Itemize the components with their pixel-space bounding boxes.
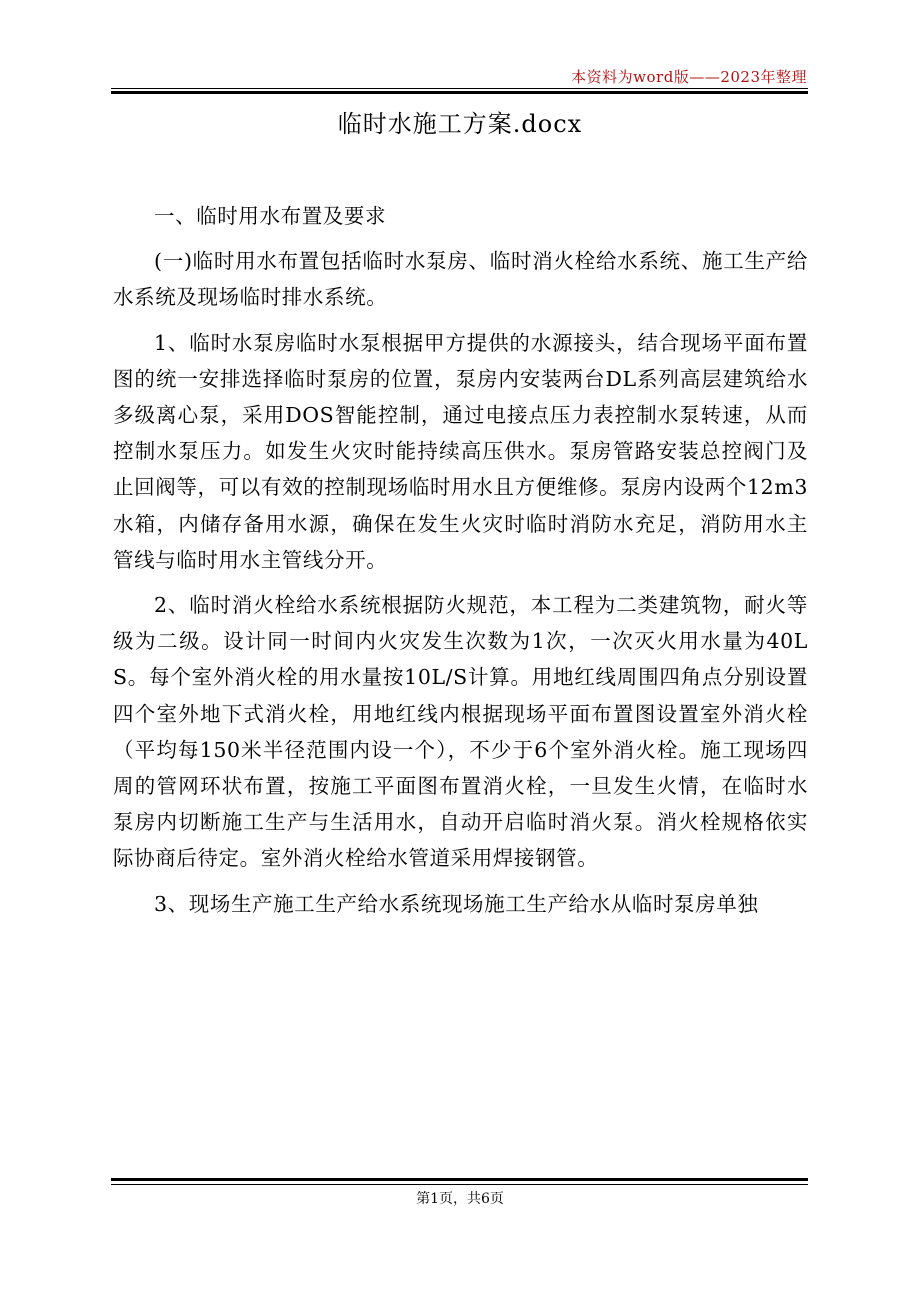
section-heading-1: 一、临时用水布置及要求: [154, 204, 387, 228]
footer-rule-top: [111, 1178, 808, 1181]
document-body: [113, 198, 808, 931]
header-rule-top: [111, 88, 808, 89]
header-note: 本资料为word版——2023年整理: [571, 68, 807, 86]
document-title: 临时水施工方案.docx: [337, 110, 583, 138]
paragraph-production-water-system: 3、现场生产施工生产给水系统现场施工生产给水从临时泵房单独: [154, 891, 759, 916]
header-rule-bottom: [111, 91, 808, 94]
page-number: 第1页，共6页: [416, 1191, 504, 1207]
paragraph-overview: (一)临时用水布置包括临时水泵房、临时消火栓给水系统、施工生产给水系统及现场临时排水系统。: [113, 249, 808, 310]
paragraph-fire-hydrant-system: 2、临时消火栓给水系统根据防火规范，本工程为二类建筑物，耐火等级为二级。设计同一时间内火灾发生次数为1次，一次灭火用水量为40LS。每个室外消火栓的用水量按10L/S计算。用地红线周围四角点分别设置四个室外地下式消火栓，用地红线内根据现场平面布置图设置室外消火栓（平均每150米半径范围内设一个），不少于6个室外消火栓。施工现场四周的管网环状布置，按施工平面图布置消火栓，一旦发生火情，在临时水泵房内切断施工生产与生活用水，自动开启临时消火泵。消火栓规格依实际协商后待定。室外消火栓给水管道采用焊接钢管。: [113, 593, 808, 871]
footer-rule-bottom: [111, 1184, 808, 1185]
paragraph-pump-room: 1、临时水泵房临时水泵根据甲方提供的水源接头，结合现场平面布置图的统一安排选择临时泵房的位置，泵房内安装两台DL系列高层建筑给水多级离心泵，采用DOS智能控制，通过电接点压力表控制水泵转速，从而控制水泵压力。如发生火灾时能持续高压供水。泵房管路安装总控阀门及止回阀等，可以有效的控制现场临时用水且方便维修。泵房内设两个12m3水箱，内储存备用水源，确保在发生火灾时临时消防水充足，消防用水主管线与临时用水主管线分开。: [113, 330, 808, 572]
